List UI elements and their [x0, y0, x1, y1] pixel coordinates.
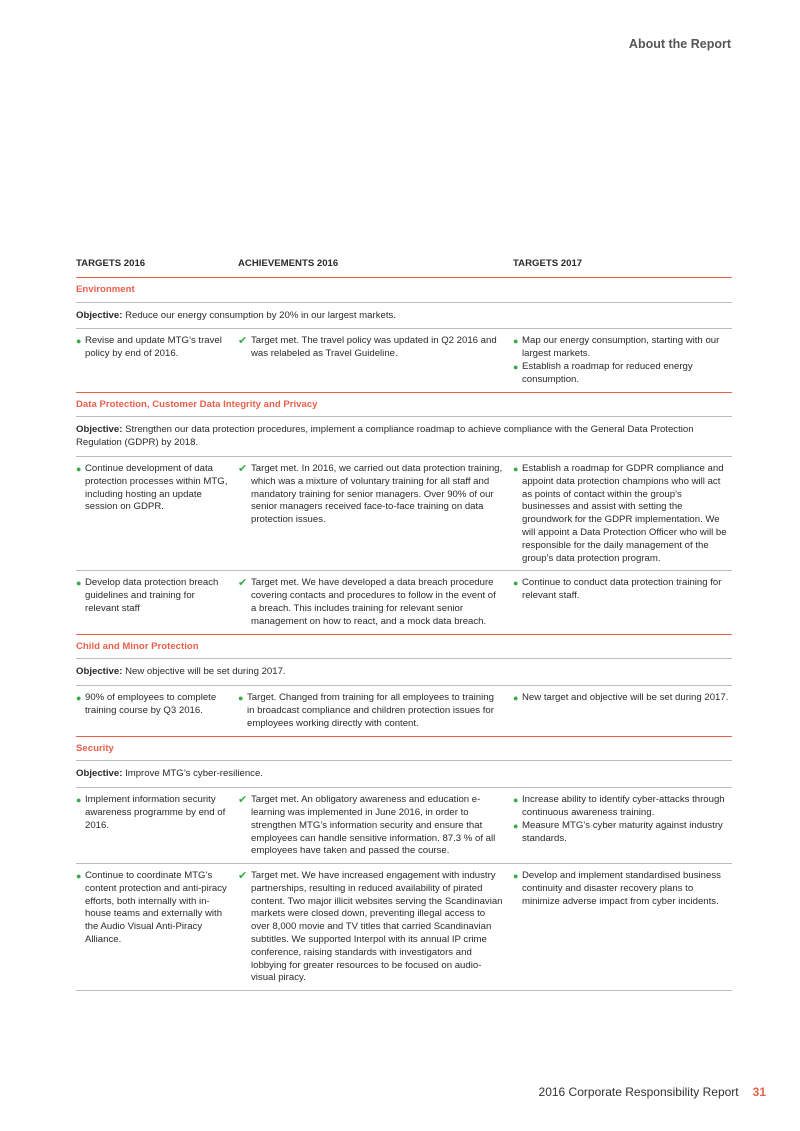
targets-2016-cell	[76, 794, 238, 858]
page-number: 31	[752, 1085, 766, 1099]
objective-text: Reduce our energy consumption by 20% in our largest markets.	[125, 309, 396, 321]
table-row	[76, 329, 732, 392]
list-item	[513, 463, 732, 565]
table-row	[76, 686, 732, 736]
achievements-2016-cell	[238, 794, 513, 858]
list-item	[238, 870, 503, 985]
list-item	[238, 335, 503, 361]
targets-2017-cell	[513, 463, 732, 565]
achievements-2016-cell	[238, 463, 513, 565]
objective-text: Strengthen our data protection procedures, implement a compliance roadmap to achieve compliance with the General Data Protection Regulation (GDPR) by 2018.	[76, 424, 694, 449]
list-item	[513, 577, 732, 603]
bullet-icon: ●	[238, 693, 244, 704]
target-2017-text: New target and objective will be set during 2017.	[522, 692, 729, 704]
targets-2016-cell	[76, 335, 238, 386]
list-item	[76, 463, 230, 514]
table-column-headers	[76, 258, 732, 278]
list-item	[76, 335, 230, 361]
list-item	[513, 335, 732, 361]
bullet-icon: ●	[76, 463, 82, 474]
section-title: Child and Minor Protection	[76, 635, 732, 660]
list-item	[513, 794, 732, 820]
table-row	[76, 571, 732, 634]
bullet-icon: ●	[513, 693, 519, 704]
checkmark-icon: ✔	[238, 462, 248, 475]
list-item	[76, 870, 230, 947]
objective-label: Objective:	[76, 666, 123, 678]
list-item	[76, 794, 230, 832]
column-header-targets-2016: TARGETS 2016	[76, 258, 146, 269]
bullet-icon: ●	[513, 336, 519, 347]
checkmark-icon: ✔	[238, 870, 248, 883]
achievements-2016-cell	[238, 870, 513, 985]
target-2017-text: Increase ability to identify cyber-attacks through continuous awareness training.	[522, 794, 725, 818]
list-item	[513, 870, 732, 908]
list-item	[76, 692, 230, 718]
list-item	[513, 820, 732, 846]
targets-2017-cell	[513, 794, 732, 858]
bullet-icon: ●	[513, 361, 519, 372]
objective-label: Objective:	[76, 424, 123, 436]
achievement-text: Target met. We have increased engagement with industry partnerships, resulting in reduced availability of pirated content. Two major illicit websites serving the Scandinavian markets were closed down, preventing illegal access to over 8,000 movie and TV titles that carried Scandinavian subtitles. We supported Interpol with its annual IP crime conference, raising standards with investigators and lobbying for greater resources to be focused on audio-visual piracy.	[251, 870, 503, 984]
bullet-icon: ●	[76, 795, 82, 806]
section-title: Security	[76, 737, 732, 762]
table-sections	[76, 278, 732, 991]
list-item	[238, 463, 503, 527]
section-objective	[76, 417, 732, 457]
checkmark-icon: ✔	[238, 794, 248, 807]
bullet-icon: ●	[513, 795, 519, 806]
target-2016-text: Revise and update MTG’s travel policy by end of 2016.	[85, 335, 222, 360]
achievement-text: Target met. In 2016, we carried out data protection training, which was a mixture of voluntary training for all staff and mandatory training for senior managers. Over 90% of our senior managers received face-to-face training on data protection issues.	[251, 462, 503, 526]
targets-2017-cell	[513, 577, 732, 628]
targets-table	[76, 258, 732, 991]
achievement-text: Target met. We have developed a data breach procedure covering contacts and procedures to follow in the event of a breach. This includes training for relevant senior management on how to react, and a mock data breach.	[251, 577, 496, 627]
objective-label: Objective:	[76, 768, 123, 780]
column-header-targets-2017: TARGETS 2017	[513, 258, 583, 269]
achievements-2016-cell	[238, 577, 513, 628]
targets-2016-cell	[76, 692, 238, 730]
target-2016-text: Continue development of data protection processes within MTG, including hosting an update session on GDPR.	[85, 462, 228, 513]
checkmark-icon: ✔	[238, 577, 248, 590]
target-2017-text: Establish a roadmap for GDPR compliance and appoint data protection champions who will act as points of contact within the group’s businesses and assist with setting the groundwork for the GDPR implementation. We will appoint a Data Protection Officer who will be responsible for the daily management of the group’s data protection program.	[522, 462, 727, 564]
achievement-text: Target. Changed from training for all employees to training in broadcast compliance and children protection issues for employees working directly with content.	[247, 692, 494, 729]
targets-2017-cell	[513, 692, 732, 730]
objective-text: New objective will be set during 2017.	[125, 666, 286, 678]
bullet-icon: ●	[513, 871, 519, 882]
achievement-text: Target met. The travel policy was updated in Q2 2016 and was relabeled as Travel Guideline.	[251, 335, 497, 360]
target-2016-text: Continue to coordinate MTG’s content protection and anti-piracy efforts, both internally with in-house teams and externally with the Audio Visual Anti-Piracy Alliance.	[85, 870, 227, 946]
bullet-icon: ●	[513, 820, 519, 831]
target-2017-text: Establish a roadmap for reduced energy consumption.	[522, 360, 693, 385]
list-item	[76, 577, 230, 615]
page-header-title: About the Report	[628, 37, 731, 51]
column-header-achievements-2016: ACHIEVEMENTS 2016	[238, 258, 339, 269]
target-2017-text: Map our energy consumption, starting with our largest markets.	[522, 335, 720, 360]
target-2016-text: Develop data protection breach guidelines and training for relevant staff	[85, 577, 219, 614]
checkmark-icon: ✔	[238, 335, 248, 348]
list-item	[238, 692, 503, 730]
bullet-icon: ●	[76, 693, 82, 704]
target-2016-text: 90% of employees to complete training course by Q3 2016.	[85, 692, 217, 716]
list-item	[238, 794, 503, 858]
achievements-2016-cell	[238, 692, 513, 730]
bullet-icon: ●	[513, 463, 519, 474]
target-2017-text: Develop and implement standardised business continuity and disaster recovery plans to minimize adverse impact from cyber incidents.	[522, 870, 721, 907]
page-footer	[539, 1085, 766, 1099]
target-2016-text: Implement information security awareness programme by end of 2016.	[85, 794, 226, 831]
section-title: Data Protection, Customer Data Integrity and Privacy	[76, 393, 732, 418]
achievements-2016-cell	[238, 335, 513, 386]
achievement-text: Target met. An obligatory awareness and education e-learning was implemented in June 2016, in order to strengthen MTG’s information security and ensure that employees can handle sensitive information. 87.3 % of all employees have taken and passed the course.	[251, 794, 496, 857]
table-row	[76, 788, 732, 864]
table-row	[76, 457, 732, 571]
target-2017-text: Measure MTG’s cyber maturity against industry standards.	[522, 819, 723, 844]
targets-2016-cell	[76, 463, 238, 565]
targets-2017-cell	[513, 335, 732, 386]
objective-text: Improve MTG’s cyber-resilience.	[125, 768, 263, 780]
section-objective	[76, 761, 732, 788]
list-item	[513, 692, 732, 705]
bullet-icon: ●	[76, 871, 82, 882]
table-row	[76, 864, 732, 991]
targets-2016-cell	[76, 577, 238, 628]
target-2017-text: Continue to conduct data protection training for relevant staff.	[522, 577, 722, 602]
section-objective	[76, 303, 732, 330]
objective-label: Objective:	[76, 309, 123, 321]
targets-2017-cell	[513, 870, 732, 985]
bullet-icon: ●	[76, 336, 82, 347]
list-item	[513, 361, 732, 387]
bullet-icon: ●	[513, 578, 519, 589]
section-title: Environment	[76, 278, 732, 303]
section-objective	[76, 659, 732, 686]
bullet-icon: ●	[76, 578, 82, 589]
targets-2016-cell	[76, 870, 238, 985]
list-item	[238, 577, 503, 628]
footer-report-title: 2016 Corporate Responsibility Report	[538, 1085, 739, 1099]
